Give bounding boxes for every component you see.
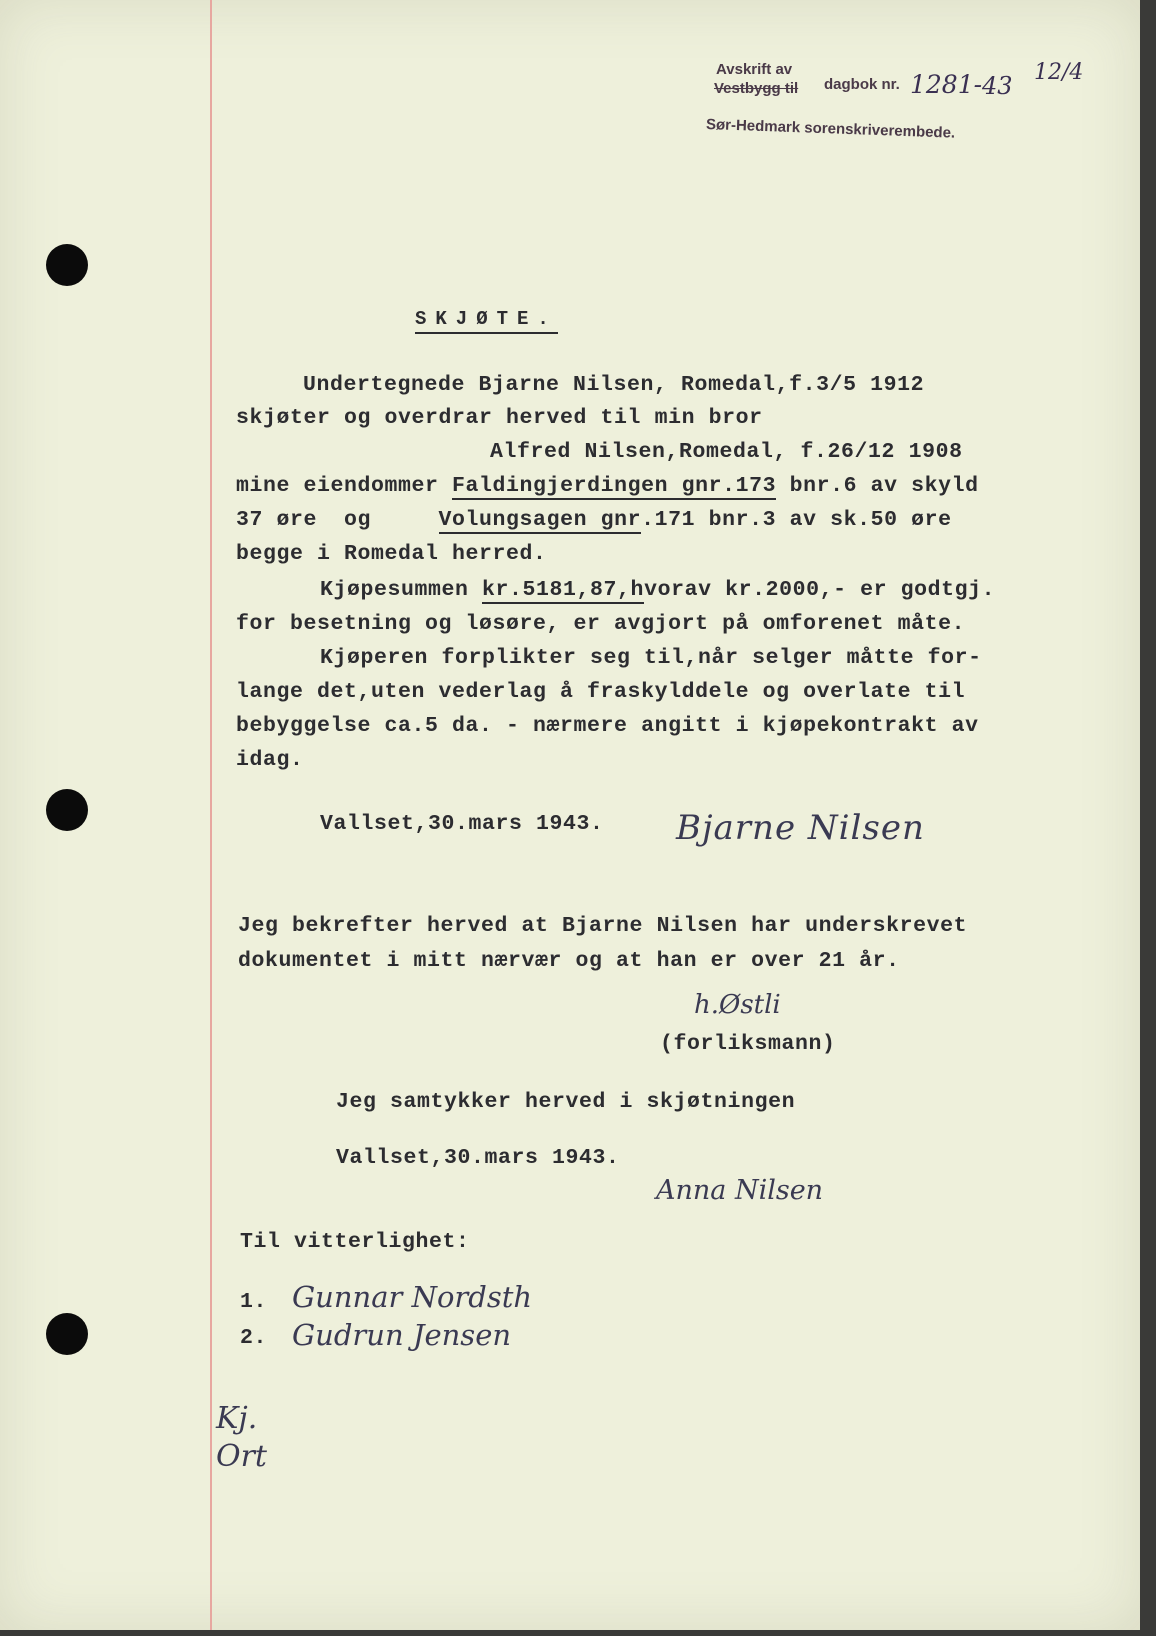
- punch-hole: [46, 789, 88, 831]
- witness-1-signature: Gunnar Nordsth: [292, 1280, 533, 1314]
- stamp-line1-struck: Vestbygg til: [714, 80, 799, 97]
- body-line: Kjøperen forplikter seg til,når selger måtte for-: [320, 646, 982, 670]
- witness-heading: Til vitterlighet:: [240, 1230, 470, 1254]
- body-line: Undertegnede Bjarne Nilsen, Romedal,f.3/5 1912: [303, 373, 925, 397]
- stamp-line1-prefix: Avskrift av: [716, 61, 793, 78]
- punch-hole: [46, 1313, 88, 1355]
- confirmation-line: dokumentet i mitt nærvær og at han er over 21 år.: [238, 949, 900, 973]
- place-date: Vallset,30.mars 1943.: [336, 1146, 620, 1170]
- consent-line: Jeg samtykker herved i skjøtningen: [336, 1090, 796, 1114]
- forliksmann-label: (forliksmann): [660, 1032, 836, 1056]
- stamp-year: 43: [982, 72, 1013, 100]
- margin-note: Kj. Ort: [216, 1401, 267, 1474]
- body-line: Kjøpesummen kr.5181,87,hvorav kr.2000,- er godtgj.: [320, 578, 996, 602]
- property-2: Volungsagen gnr: [438, 508, 642, 532]
- witness-number: 1.: [240, 1290, 268, 1314]
- property-1: Faldingjerdingen gnr.173: [452, 474, 777, 498]
- body-line: skjøter og overdrar herved til min bror: [236, 406, 763, 430]
- body-line: Alfred Nilsen,Romedal, f.26/12 1908: [490, 440, 963, 464]
- body-line: lange det,uten vederlag å fraskylddele og overlate til: [236, 680, 966, 704]
- body-line: begge i Romedal herred.: [236, 542, 547, 566]
- punch-hole: [46, 244, 88, 286]
- document-title: SKJØTE.: [415, 308, 558, 334]
- witness-2-signature: Gudrun Jensen: [292, 1318, 512, 1352]
- forliksmann-signature: h.Østli: [694, 990, 781, 1020]
- body-line: idag.: [236, 748, 304, 772]
- purchase-amount: kr.5181,87,h: [482, 578, 645, 602]
- spouse-signature: Anna Nilsen: [656, 1175, 824, 1206]
- body-line: bebyggelse ca.5 da. - nærmere angitt i kjøpekontrakt av: [236, 714, 979, 738]
- stamp-office: Sør-Hedmark sorenskriverembede.: [705, 116, 956, 142]
- witness-number: 2.: [240, 1326, 268, 1350]
- body-line: mine eiendommer Faldingjerdingen gnr.173 bnr.6 av skyld: [236, 474, 979, 498]
- margin-line: [210, 0, 212, 1630]
- confirmation-line: Jeg bekrefter herved at Bjarne Nilsen har underskrevet: [238, 914, 968, 938]
- stamp-dagbok-label: dagbok nr.: [824, 76, 900, 93]
- stamp-dagbok-number: 1281-: [910, 70, 983, 99]
- stamp-date: 12/4: [1034, 60, 1084, 85]
- seller-signature: Bjarne Nilsen: [676, 808, 925, 848]
- place-date: Vallset,30.mars 1943.: [320, 812, 604, 836]
- body-line: 37 øre og Volungsagen gnr.171 bnr.3 av sk.50 øre: [236, 508, 952, 532]
- body-line: for besetning og løsøre, er avgjort på omforenet måte.: [236, 612, 966, 636]
